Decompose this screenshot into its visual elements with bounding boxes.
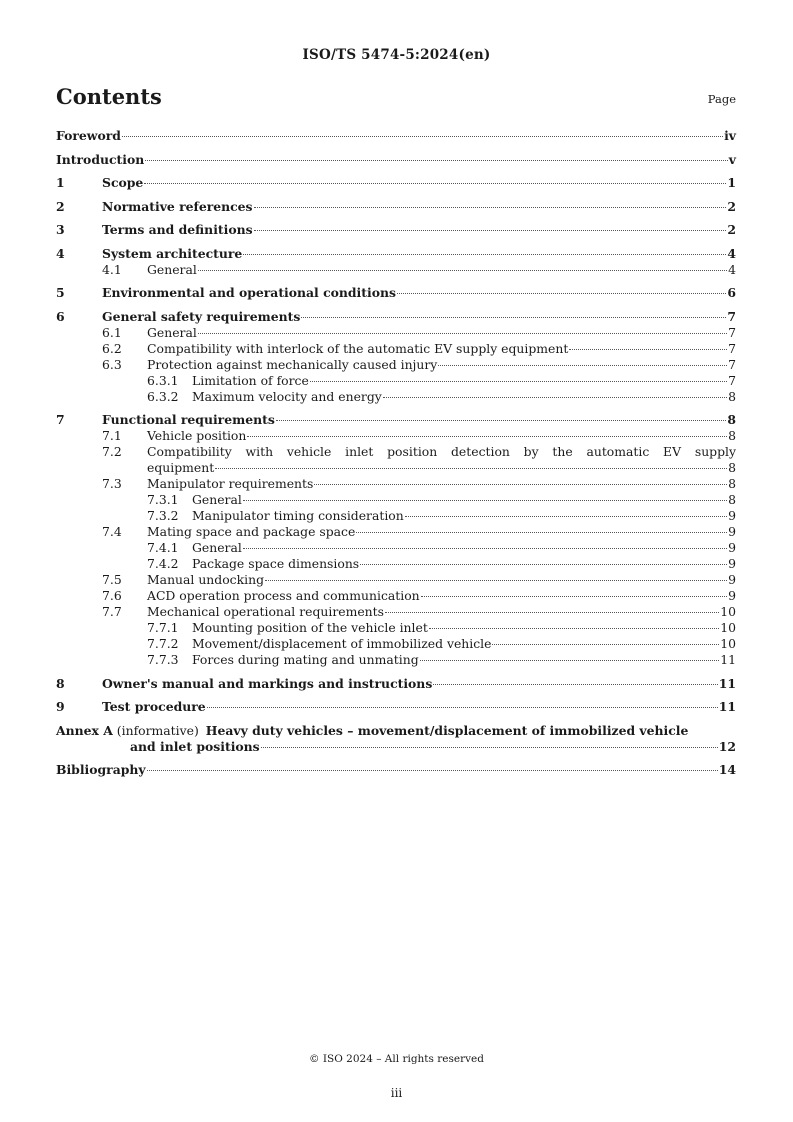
toc-entry-title: Movement/displacement of immobilized vehicle [192,636,492,651]
dot-leader [310,381,727,382]
toc-entry-title: Mounting position of the vehicle inlet [192,620,428,635]
toc-entry-page: 7 [728,372,736,388]
contents-title-row [56,84,736,114]
toc-entry-page: 9 [728,524,736,539]
page-number: iii [390,1086,403,1100]
dot-leader [122,136,723,137]
toc-entry-7[interactable] [56,412,736,428]
dot-leader [147,770,718,771]
dot-leader [492,644,719,645]
dot-leader [356,532,727,533]
toc-entry-page: 8 [728,428,736,443]
toc-entry-title: System architecture [102,245,243,261]
toc-entry-number: 7.5 [102,572,122,587]
toc-entry-page: 11 [718,699,736,714]
toc-entry-page: 11 [718,675,736,691]
toc-entry-number: 6.3.1 [147,372,179,388]
copyright-footer: © ISO 2024 – All rights reserved [309,1053,484,1065]
toc-entry-page: 6 [727,285,736,300]
toc-entry-7-4-2[interactable] [56,556,736,572]
toc-entry-number: 7.3.2 [147,508,179,523]
toc-entry-page: 4 [727,245,736,261]
toc-entry-page: v [728,151,736,167]
toc-entry-title: Terms and definitions [102,222,253,237]
toc-entry-page: 11 [720,652,736,667]
toc-entry-page: 9 [728,588,736,603]
toc-entry-title: Manual undocking [147,572,264,587]
toc-entry-page: 2 [727,198,736,214]
toc-entry-7-7-2[interactable] [56,636,736,652]
toc-entry-number: 4 [56,245,65,261]
toc-entry-annex-a[interactable] [56,723,736,755]
toc-entry-number: 2 [56,198,65,214]
toc-entry-number: 1 [56,175,65,190]
toc-entry-number: 4.1 [102,261,122,277]
dot-leader [243,548,727,549]
toc-entry-number: 7.4.1 [147,540,179,555]
dot-leader [314,484,727,485]
toc-entry-6-3-1[interactable] [56,373,736,389]
table-of-contents [56,128,736,778]
toc-entry-7-7-1[interactable] [56,620,736,636]
dot-leader [198,333,727,334]
toc-entry-title: Owner's manual and markings and instructions [102,675,433,691]
toc-entry-page: 14 [718,762,736,777]
toc-entry-9[interactable] [56,699,736,715]
toc-entry-page: 7 [727,308,736,324]
dot-leader [243,500,727,501]
toc-entry-7-2[interactable] [56,444,736,476]
toc-entry-number: 7.1 [102,428,122,443]
toc-entry-1[interactable] [56,175,736,191]
dot-leader [215,468,727,469]
toc-entry-title-line1: Compatibility with vehicle inlet position detection by the automatic EV supply [147,444,736,459]
toc-entry-number: 7.2 [102,444,122,459]
toc-entry-7-3-1[interactable] [56,492,736,508]
toc-entry-number: 7.6 [102,588,122,603]
toc-entry-3[interactable] [56,222,736,238]
toc-entry-title: Introduction [56,151,145,167]
dot-leader [421,596,727,597]
page-column-label: Page [707,92,736,106]
toc-entry-6-2[interactable] [56,341,736,357]
dot-leader [243,254,726,255]
toc-entry-page: 8 [728,460,736,475]
toc-entry-number: 7 [56,412,65,427]
toc-entry-7-6[interactable] [56,588,736,604]
toc-entry-title: Protection against mechanically caused injury [147,356,438,372]
toc-entry-page: 12 [718,738,736,754]
dot-leader [433,684,717,685]
toc-entry-6-3-2[interactable] [56,389,736,405]
toc-entry-number: 3 [56,222,65,237]
toc-entry-number: 8 [56,675,65,691]
toc-entry-8[interactable] [56,676,736,692]
toc-entry-title: General [192,492,242,507]
toc-entry-title: Foreword [56,128,121,143]
dot-leader [254,207,727,208]
dot-leader [420,660,720,661]
toc-entry-title: Mating space and package space [147,524,356,539]
toc-entry-number: 6 [56,308,65,324]
toc-entry-title: General [192,540,242,555]
dot-leader [569,349,727,350]
dot-leader [276,420,727,421]
page-title: Contents [56,84,162,109]
dot-leader [405,516,727,517]
annex-label: Annex A [56,722,113,738]
toc-entry-title: Functional requirements [102,412,275,427]
toc-entry-page: 9 [728,540,736,555]
toc-entry-7-1[interactable] [56,428,736,444]
toc-entry-7-7[interactable] [56,604,736,620]
toc-entry-6[interactable] [56,309,736,325]
toc-entry-6-3[interactable] [56,357,736,373]
toc-entry-number: 6.3.2 [147,388,179,404]
toc-entry-number: 7.7 [102,604,122,619]
dot-leader [383,397,727,398]
toc-entry-4-1[interactable] [56,262,736,278]
toc-entry-title: Scope [102,175,144,190]
toc-entry-page: 9 [728,572,736,587]
toc-entry-title: Test procedure [102,699,206,714]
toc-entry-foreword[interactable] [56,128,736,144]
toc-entry-6-1[interactable] [56,325,736,341]
toc-entry-page: 9 [728,556,736,571]
toc-entry-title: Maximum velocity and energy [192,388,382,404]
toc-entry-page: 9 [728,508,736,523]
toc-entry-number: 5 [56,285,65,300]
toc-entry-page: 10 [720,636,736,651]
toc-entry-title: Forces during mating and unmating [192,652,419,667]
toc-entry-title: Normative references [102,198,253,214]
toc-entry-title: Compatibility with interlock of the automatic EV supply equipment [147,340,569,356]
toc-entry-title: Environmental and operational conditions [102,285,396,300]
dot-leader [301,317,726,318]
toc-entry-number: 7.3 [102,476,122,491]
toc-entry-number: 7.3.1 [147,492,179,507]
toc-entry-title: Manipulator requirements [147,476,314,491]
toc-entry-page: 7 [728,356,736,372]
toc-entry-page: 10 [720,604,736,619]
toc-entry-title: Bibliography [56,762,146,777]
toc-entry-title: General [147,261,197,277]
toc-entry-number: 6.2 [102,340,122,356]
toc-entry-7-5[interactable] [56,572,736,588]
toc-entry-page: 7 [728,324,736,340]
toc-entry-title: Manipulator timing consideration [192,508,404,523]
toc-entry-7-3[interactable] [56,476,736,492]
annex-type: (informative) [116,722,199,738]
toc-entry-7-4-1[interactable] [56,540,736,556]
dot-leader [385,612,719,613]
toc-entry-5[interactable] [56,285,736,301]
toc-entry-page: 10 [720,620,736,635]
toc-entry-7-4[interactable] [56,524,736,540]
toc-entry-page: 7 [728,340,736,356]
dot-leader [198,270,727,271]
toc-entry-title: General safety requirements [102,308,301,324]
toc-entry-bibliography[interactable] [56,762,736,778]
toc-entry-title-line2: equipment [147,460,215,475]
toc-entry-page: 2 [727,222,736,237]
dot-leader [145,160,728,161]
dot-leader [207,707,718,708]
toc-entry-title-line2: and inlet positions [130,738,260,754]
toc-entry-page: 4 [728,261,736,277]
document-id-header: ISO/TS 5474-5:2024(en) [302,47,491,63]
toc-entry-7-7-3[interactable] [56,652,736,668]
toc-entry-title: Vehicle position [147,428,247,443]
dot-leader [429,628,719,629]
toc-entry-7-3-2[interactable] [56,508,736,524]
toc-entry-number: 6.1 [102,324,122,340]
toc-entry-number: 7.7.3 [147,652,179,667]
dot-leader [254,230,727,231]
toc-entry-number: 7.4 [102,524,122,539]
toc-entry-page: 8 [728,492,736,507]
dot-leader [397,293,726,294]
dot-leader [265,580,727,581]
toc-entry-title: Limitation of force [192,372,309,388]
toc-entry-page: 1 [727,175,736,190]
toc-entry-number: 6.3 [102,356,122,372]
toc-entry-number: 7.7.2 [147,636,179,651]
dot-leader [261,747,718,748]
dot-leader [360,564,727,565]
toc-entry-title: General [147,324,197,340]
toc-entry-title-line1: Heavy duty vehicles – movement/displacement of immobilized vehicle [205,722,689,738]
toc-entry-4[interactable] [56,246,736,262]
toc-entry-title: ACD operation process and communication [147,588,420,603]
toc-entry-title: Package space dimensions [192,556,360,571]
toc-entry-page: 8 [728,476,736,491]
toc-entry-page: 8 [728,388,736,404]
toc-entry-2[interactable] [56,199,736,215]
toc-entry-number: 7.7.1 [147,620,179,635]
dot-leader [438,365,727,366]
toc-entry-number: 9 [56,699,65,714]
toc-entry-page: 8 [727,412,736,427]
toc-entry-introduction[interactable] [56,152,736,168]
toc-entry-page: iv [724,128,736,143]
toc-entry-number: 7.4.2 [147,556,179,571]
dot-leader [247,436,727,437]
toc-entry-title: Mechanical operational requirements [147,604,384,619]
dot-leader [144,183,726,184]
